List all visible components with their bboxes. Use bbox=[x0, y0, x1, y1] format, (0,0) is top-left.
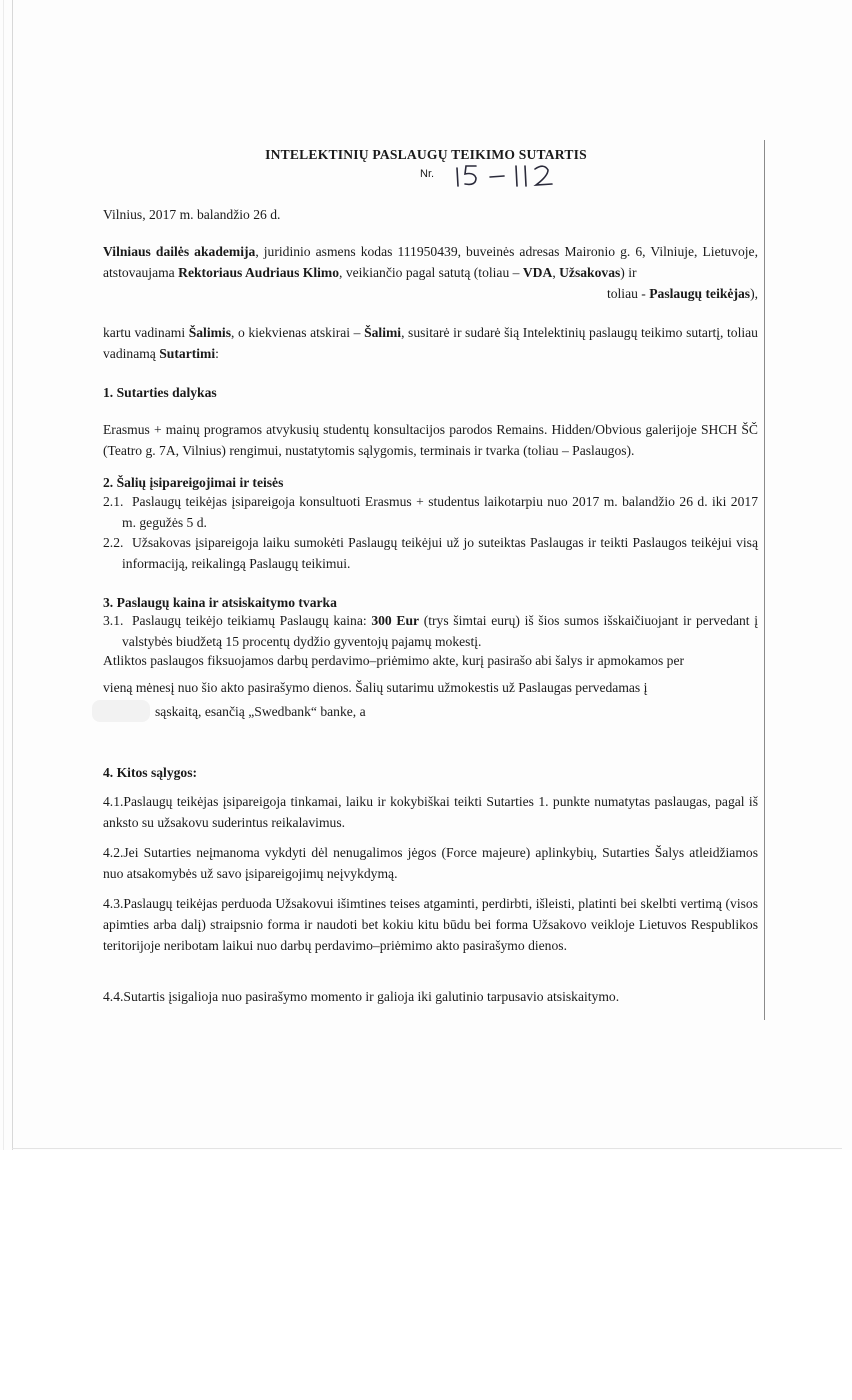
scan-edge-right bbox=[764, 140, 765, 1020]
item-4-3: 4.3.Paslaugų teikėjas perduoda Užsakovui išimtines teises atgaminti, perdirbti, išleisti, platinti bei skelbti vertimą (visos apimties arba dalį) straipsnio forma ir naudoti bet kokiu kitu būdu bei forma Užsakovo veikloje Lietuvos Respublikos teritorijoje neribotam laikui nuo darbų perdavimo–priėmimo akto pasirašymo dienos. bbox=[103, 896, 758, 953]
item-4-4: 4.4.Sutartis įsigalioja nuo pasirašymo momento ir galioja iki galutinio tarpusavio atsiskaitymo. bbox=[103, 989, 620, 1004]
item-3-1-number: 3.1. bbox=[103, 613, 124, 628]
collective-salimi: Šalimi bbox=[364, 325, 402, 340]
place-and-date: Vilnius, 2017 m. balandžio 26 d. bbox=[103, 207, 281, 222]
section-4-heading: 4. Kitos sąlygos: bbox=[103, 765, 198, 780]
item-2-1-text bbox=[122, 491, 758, 533]
price-value: 300 Eur bbox=[371, 613, 420, 628]
collective-paragraph bbox=[103, 322, 758, 364]
parties-text-1: , juridinio asmens kodas 111950439, buveinės adresas Maironio g. 6, Vilniuje, Lietuvoje, atstovaujama bbox=[103, 244, 758, 280]
collective-text-4: : bbox=[215, 346, 219, 361]
parties-text-4: ) ir bbox=[620, 265, 637, 280]
item-3-1-text bbox=[122, 610, 758, 652]
scan-edge-left-outer bbox=[3, 0, 4, 1150]
provider-prefix: toliau - bbox=[606, 286, 650, 301]
party-vda: VDA bbox=[522, 265, 553, 280]
redacted-account-area bbox=[92, 700, 150, 722]
provider-name: Paslaugų teikėjas bbox=[649, 286, 751, 301]
party-client: Užsakovas bbox=[559, 265, 621, 280]
parties-text-3: , bbox=[552, 265, 560, 280]
collective-sutartimi: Sutartimi bbox=[159, 346, 216, 361]
item-2-2-text bbox=[122, 532, 758, 574]
item-4-1: 4.1.Paslaugų teikėjas įsipareigoja tinkamai, laiku ir kokybiškai teikti Sutarties 1. punkte numatytas paslaugas, pagal iš anksto su užsakovu suderintus reikalavimus. bbox=[103, 794, 758, 830]
section-2-heading: 2. Šalių įsipareigojimai ir teisės bbox=[103, 475, 284, 490]
contract-number-label: Nr. bbox=[420, 168, 435, 180]
item-2-2-body: Užsakovas įsipareigoja laiku sumokėti Paslaugų teikėjui už jo suteiktas Paslaugas ir teikti Paslaugos teikėjui visą informaciją, reikalingą Paslaugų teikimui. bbox=[122, 535, 758, 571]
section-1-body: Erasmus + mainų programos atvykusių studentų konsultacijos parodos Remains. Hidden/Obvious galerijoje SHCH ŠČ (Teatro g. 7A, Vilnius) rengimui, nustatytomis sąlygomis, terminais ir tvarka (toliau – Paslaugos). bbox=[103, 422, 758, 458]
payment-line-1: Atliktos paslaugos fiksuojamos darbų perdavimo–priėmimo akte, kurį pasirašo abi šalys ir apmokamos per bbox=[103, 653, 685, 668]
party-representative: Rektoriaus Audriaus Klimo bbox=[178, 265, 340, 280]
section-1-heading: 1. Sutarties dalykas bbox=[103, 385, 217, 400]
provider-suffix: ), bbox=[750, 286, 758, 301]
item-2-1-number: 2.1. bbox=[103, 494, 124, 509]
item-3-1-text-1: Paslaugų teikėjo teikiamų Paslaugų kaina: bbox=[132, 613, 372, 628]
provider-line bbox=[103, 283, 758, 304]
scan-edge-left bbox=[12, 0, 13, 1150]
scan-edge-bottom bbox=[12, 1148, 842, 1149]
collective-text-3: , susitarė ir sudarė šią Intelektinių paslaugų teikimo sutartį, toliau vadinamą bbox=[103, 325, 758, 361]
payment-line-3: sąskaitą, esančią „Swedbank“ banke, a bbox=[155, 704, 366, 719]
item-2-2-number: 2.2. bbox=[103, 535, 124, 550]
section-3-heading: 3. Paslaugų kaina ir atsiskaitymo tvarka bbox=[103, 595, 337, 610]
item-4-2: 4.2.Jei Sutarties neįmanoma vykdyti dėl nenugalimos jėgos (Force majeure) aplinkybių, Sutarties Šalys atleidžiamos nuo atsakomybės už savo įsipareigojimų neįvykdymą. bbox=[103, 845, 758, 881]
collective-text-2: , o kiekvienas atskirai – bbox=[231, 325, 365, 340]
collective-text-1: kartu vadinami bbox=[103, 325, 189, 340]
party-org-name: Vilniaus dailės akademija bbox=[103, 244, 256, 259]
parties-text-2: , veikiančio pagal satutą (toliau – bbox=[339, 265, 523, 280]
handwritten-contract-number bbox=[452, 160, 562, 190]
parties-paragraph bbox=[103, 241, 758, 283]
collective-salimis: Šalimis bbox=[188, 325, 231, 340]
payment-line-2: vieną mėnesį nuo šio akto pasirašymo dienos. Šalių sutarimu užmokestis už Paslaugas pervedamas į bbox=[103, 680, 648, 695]
document-title: INTELEKTINIŲ PASLAUGŲ TEIKIMO SUTARTIS bbox=[265, 147, 587, 162]
item-3-1-text-2: (trys šimtai eurų) iš šios sumos išskaičiuojant ir pervedant į valstybės biudžetą 15 procentų dydžio gyventojų pajamų mokestį. bbox=[122, 613, 758, 649]
item-2-1-body: Paslaugų teikėjas įsipareigoja konsultuoti Erasmus + studentus laikotarpiu nuo 2017 m. balandžio 26 d. iki 2017 m. gegužės 5 d. bbox=[122, 494, 758, 530]
